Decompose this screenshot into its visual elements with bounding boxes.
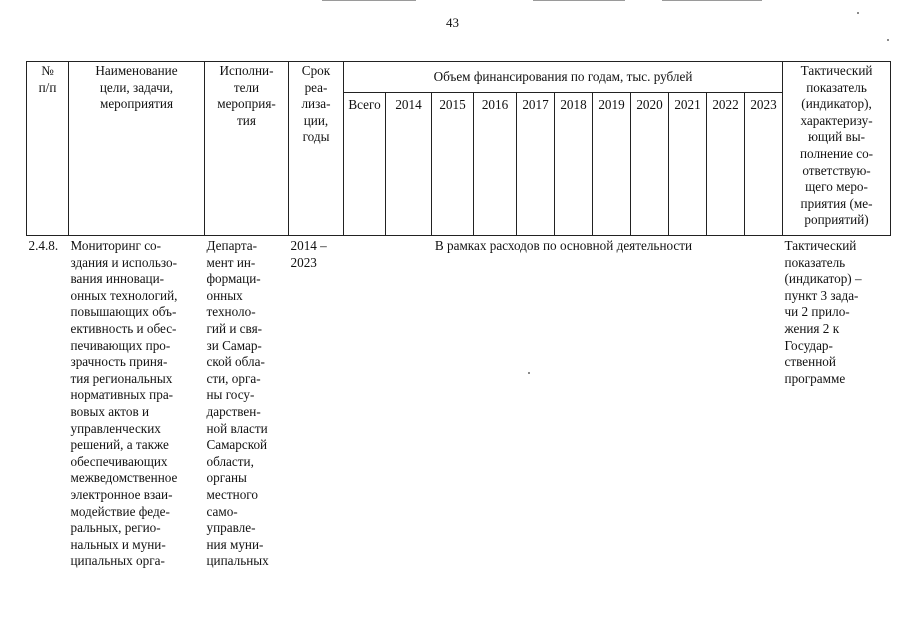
row-executor — [205, 236, 289, 570]
scan-speck — [887, 39, 889, 41]
text-line: печивающих про- — [70, 337, 171, 353]
text-line: гий и свя- — [206, 320, 263, 336]
text-line: органы — [206, 470, 247, 486]
text-line: пункт 3 зада- — [784, 287, 859, 303]
text-line: характеризу- — [800, 112, 873, 128]
text-line: области, — [206, 453, 254, 469]
text-line: программе — [784, 370, 846, 386]
text-line: ния муни- — [206, 536, 264, 552]
header-total: Всего — [344, 92, 386, 235]
text-line: Срок — [301, 63, 331, 78]
text-line: реа- — [304, 79, 328, 95]
text-line: ющий вы- — [808, 129, 865, 145]
text-line: (индикатор), — [801, 96, 872, 112]
top-edge-rule-center — [533, 0, 625, 1]
text-line: жения 2 к — [784, 320, 840, 336]
text-line: ской обла- — [206, 354, 265, 370]
text-line: годы — [302, 129, 330, 145]
text-line: Тактический — [800, 63, 873, 78]
text-line: Государ- — [784, 337, 833, 353]
text-line: тия региональных — [70, 370, 173, 386]
text-line: зрачность приня- — [70, 354, 168, 370]
text-line: мент ин- — [206, 254, 256, 270]
header-num — [27, 62, 69, 236]
page-number: 43 — [446, 15, 459, 30]
header-year-2023: 2023 — [745, 92, 783, 235]
header-indicator — [783, 62, 891, 236]
text-line: ципальных — [206, 553, 269, 569]
header-year-2018: 2018 — [555, 92, 593, 235]
text-line: ной власти — [206, 420, 268, 436]
text-line: онных технологий, — [70, 287, 178, 303]
header-year-2014: 2014 — [386, 92, 432, 235]
text-line: модействие феде- — [70, 503, 170, 519]
text-line: местного — [206, 486, 258, 502]
text-line: цели, задачи, — [99, 79, 174, 95]
text-line: Тактический — [784, 238, 857, 253]
table-row — [27, 236, 891, 570]
text-line: 2014 – — [290, 238, 327, 253]
text-line: управле- — [206, 520, 256, 536]
text-line: Мониторинг со- — [70, 238, 162, 253]
header-year-2019: 2019 — [593, 92, 631, 235]
text-line: ципальных орга- — [70, 553, 165, 569]
top-edge-rule-left — [322, 0, 416, 1]
text-line: № — [41, 63, 54, 78]
text-line: ны госу- — [206, 387, 255, 403]
text-line: здания и использо- — [70, 254, 177, 270]
text-line: вовых актов и — [70, 403, 150, 419]
text-line: межведомственное — [70, 470, 178, 486]
text-line: Исполни- — [219, 63, 274, 78]
text-line: формаци- — [206, 271, 261, 287]
text-line: Самарской — [206, 437, 268, 453]
text-line: щего меро- — [805, 179, 868, 195]
header-executor — [205, 62, 289, 236]
text-line: повышающих объ- — [70, 304, 177, 320]
text-line: тели — [233, 79, 260, 95]
text-line: решений, а также — [70, 437, 169, 453]
header-name — [69, 62, 205, 236]
text-line: приятия (ме- — [800, 195, 873, 211]
header-period — [289, 62, 344, 236]
text-line: ции, — [303, 112, 329, 128]
text-line: ективность и обес- — [70, 320, 177, 336]
row-indicator — [783, 236, 891, 570]
top-edge-rule-right — [662, 0, 762, 1]
text-line: дарствен- — [206, 403, 261, 419]
text-line: (индикатор) – — [784, 271, 862, 287]
header-year-2016: 2016 — [474, 92, 517, 235]
text-line: чи 2 прило- — [784, 304, 850, 320]
text-line: нальных и муни- — [70, 536, 166, 552]
text-line: роприятий) — [804, 212, 869, 228]
text-line: обеспечивающих — [70, 453, 168, 469]
text-line: лиза- — [301, 96, 331, 112]
row-financing: В рамках расходов по основной деятельности — [434, 238, 693, 253]
scan-speck — [857, 12, 859, 14]
text-line: само- — [206, 503, 238, 519]
text-line: электронное взаи- — [70, 486, 173, 502]
row-period — [289, 236, 344, 570]
text-line: показатель — [784, 254, 846, 270]
text-line: мероприя- — [217, 96, 276, 112]
text-line: ственной — [784, 354, 836, 370]
text-line: нормативных пра- — [70, 387, 174, 403]
text-line: Департа- — [206, 238, 258, 253]
text-line: показатель — [806, 79, 867, 95]
row-number: 2.4.8. — [28, 238, 59, 253]
text-line: полнение со- — [799, 145, 874, 161]
row-name — [69, 236, 205, 570]
header-year-2022: 2022 — [707, 92, 745, 235]
text-line: зи Самар- — [206, 337, 262, 353]
text-line: вания инноваци- — [70, 271, 165, 287]
header-year-2020: 2020 — [631, 92, 669, 235]
header-year-2021: 2021 — [669, 92, 707, 235]
text-line: тия — [237, 112, 256, 128]
text-line: 2023 — [290, 254, 317, 270]
text-line: сти, орга- — [206, 370, 261, 386]
header-year-2017: 2017 — [517, 92, 555, 235]
text-line: мероприятия — [99, 96, 174, 112]
text-line: техноло- — [206, 304, 256, 320]
scan-speck — [528, 372, 530, 374]
text-line: п/п — [38, 79, 57, 95]
header-year-2015: 2015 — [432, 92, 474, 235]
text-line: Наименование — [95, 63, 178, 78]
text-line: ральных, регио- — [70, 520, 161, 536]
text-line: онных — [206, 287, 243, 303]
text-line: ответствую- — [802, 162, 871, 178]
header-financing-title: Объем финансирования по годам, тыс. рублей — [344, 62, 783, 93]
financing-table — [26, 61, 891, 570]
text-line: управленческих — [70, 420, 161, 436]
